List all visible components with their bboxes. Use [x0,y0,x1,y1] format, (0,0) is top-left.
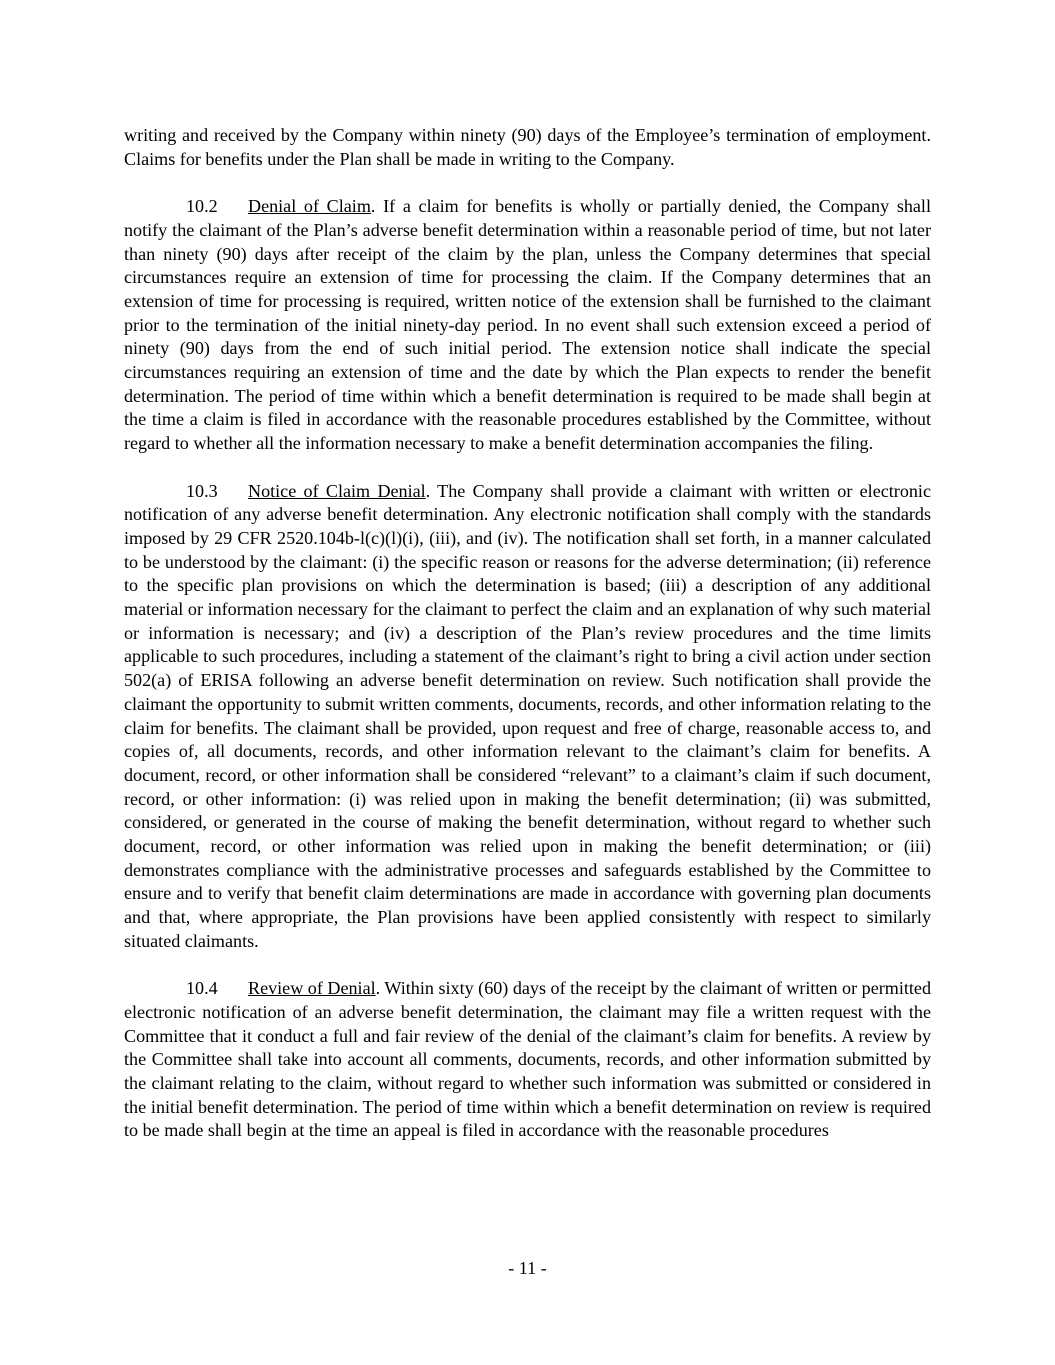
section-body: . Within sixty (60) days of the receipt by the claimant of written or permitted electronic notification of an adverse benefit determination, the claimant may file a written request with the Committee that it conduct a full and fair review of the denial of the claimant’s claim for benefits. A review by the Committee shall take into account all comments, documents, records, and other information submitted by the claimant relating to the claim, without regard to whether such information was submitted or considered in the initial benefit determination. The period of time within which a benefit determination on review is required to be made shall begin at the time an appeal is filed in accordance with the reasonable procedures [124,978,931,1141]
section-10-2 [124,195,931,456]
section-10-3 [124,480,931,954]
section-number: 10.2 [186,196,218,217]
section-heading: Denial of Claim [248,196,371,217]
section-heading: Review of Denial [248,978,376,999]
document-page [124,124,931,1167]
section-number: 10.3 [186,480,218,501]
section-body: . If a claim for benefits is wholly or partially denied, the Company shall notify the claimant of the Plan’s adverse benefit determination within a reasonable period of time, but not later than ninety (90) days after receipt of the claim by the plan, unless the Company determines that special circumstances require an extension of time for processing the claim. If the Company determines that an extension of time for processing is required, written notice of the extension shall be furnished to the claimant prior to the termination of the initial ninety-day period. In no event shall such extension exceed a period of ninety (90) days from the end of such initial period. The extension notice shall indicate the special circumstances requiring an extension of time and the date by which the Plan expects to render the benefit determination. The period of time within which a benefit determination is required to be made shall begin at the time a claim is filed in accordance with the reasonable procedures established by the Committee, without regard to whether all the information necessary to make a benefit determination accompanies the filing. [124,196,931,454]
continuation-paragraph: writing and received by the Company within ninety (90) days of the Employee’s termination of employment. Claims for benefits under the Plan shall be made in writing to the Company. [124,125,931,169]
section-heading: Notice of Claim Denial [248,480,426,501]
section-number: 10.4 [186,978,218,999]
section-body: . The Company shall provide a claimant with written or electronic notification of any adverse benefit determination. Any electronic notification shall comply with the standards imposed by 29 CFR 2520.104b-l(c)(l)(i), (iii), and (iv). The notification shall set forth, in a manner calculated to be understood by the claimant: (i) the specific reason or reasons for the adverse determination; (ii) reference to the specific plan provisions on which the determination is based; (iii) a description of any additional material or information necessary for the claimant to perfect the claim and an explanation of why such material or information is necessary; and (iv) a description of the Plan’s review procedures and the time limits applicable to such procedures, including a statement of the claimant’s right to bring a civil action under section 502(a) of ERISA following an adverse benefit determination on review. Such notification shall provide the claimant the opportunity to submit written comments, documents, records, and other information relating to the claim for benefits. The claimant shall be provided, upon request and free of charge, reasonable access to, and copies of, all documents, records, and other information relevant to the claimant’s claim for benefits. A document, record, or other information shall be considered “relevant” to a claimant’s claim if such document, record, or other information: (i) was relied upon in making the benefit determination; (ii) was submitted, considered, or generated in the course of making the benefit determination, without regard to whether such document, record, or other information was relied upon in making the benefit determination; or (iii) demonstrates compliance with the administrative processes and safeguards established by the Committee to ensure and to verify that benefit claim determinations are made in accordance with governing plan documents and that, where appropriate, the Plan provisions have been applied consistently with respect to similarly situated claimants. [124,480,931,951]
section-10-4 [124,977,931,1143]
page-number: - 11 - [508,1258,547,1278]
